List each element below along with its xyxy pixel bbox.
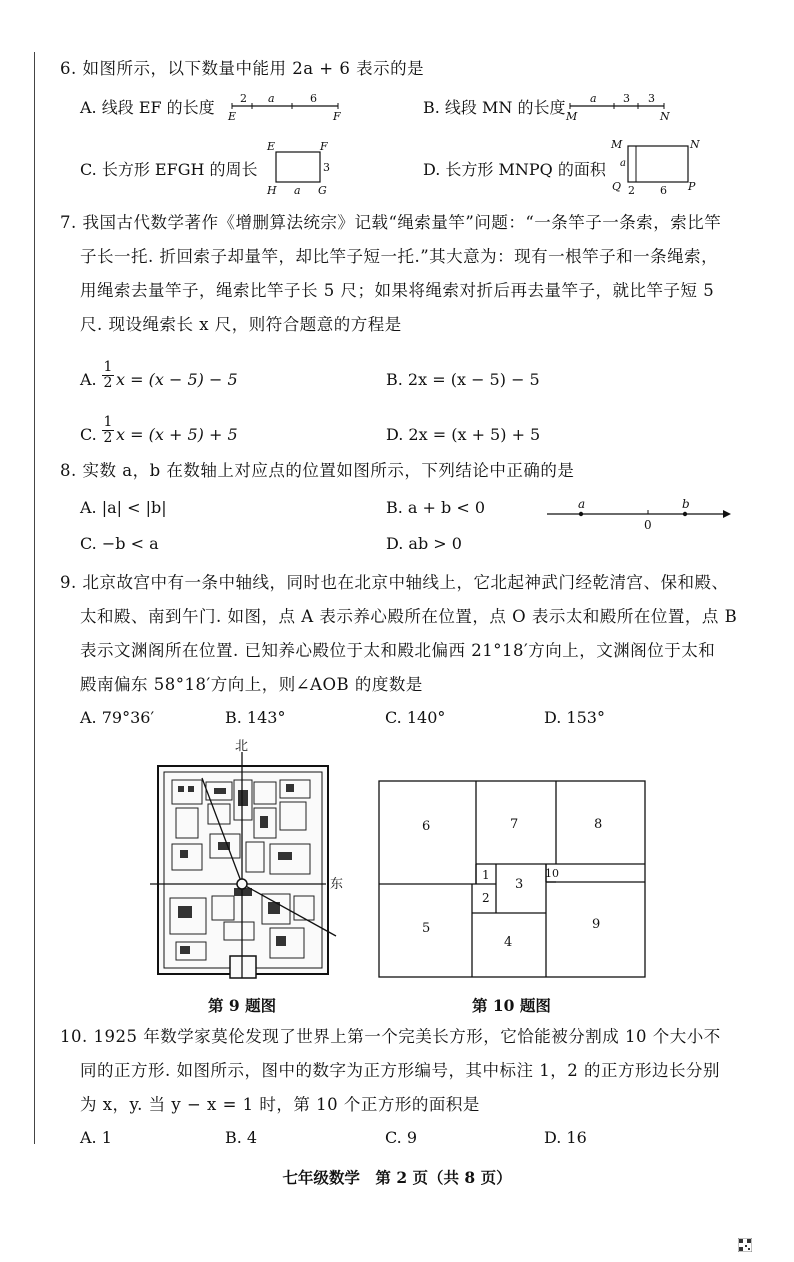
q6c-corner-e: E: [267, 140, 276, 153]
q6a-seg-label-3: 6: [310, 92, 317, 105]
q7c-denominator: 2: [103, 430, 113, 446]
q9-option-d: D. 153°: [544, 708, 605, 727]
q7c-label: C.: [80, 425, 97, 444]
binding-margin-line: [34, 52, 35, 1144]
q6-segment-mn-figure: [564, 90, 674, 124]
q6d-corner-q: Q: [612, 180, 622, 193]
q8-point-b-label: b: [682, 497, 690, 511]
square-4: 4: [504, 935, 513, 950]
q6a-end-e: E: [228, 110, 237, 123]
square-3: 3: [515, 877, 524, 892]
q9-palace-map-figure: [150, 738, 350, 982]
q6c-side-a: a: [294, 184, 301, 197]
q6c-corner-h: H: [267, 184, 277, 197]
square-7: 7: [510, 817, 519, 832]
q6d-bottom-6: 6: [660, 184, 667, 197]
q6b-seg-label-3: 3: [648, 92, 655, 105]
q6b-end-m: M: [566, 110, 578, 123]
q9-line-4: 殿南偏东 58°18′方向上，则∠AOB 的度数是: [80, 675, 423, 694]
q6-segment-ef-figure: [226, 90, 346, 124]
q7a-fraction: [102, 360, 114, 391]
q10-figure-caption: 第 10 题图: [472, 996, 551, 1015]
q7-line-2: 子长一托. 折回索子却量竿，却比竿子短一托.”其大意为：现有一根竿子和一条绳索，: [80, 247, 719, 266]
square-9: 9: [592, 917, 601, 932]
q6b-end-n: N: [660, 110, 670, 123]
q7c-numerator: 1: [103, 414, 113, 430]
q7a-rest: x = (x − 5) − 5: [116, 370, 238, 389]
q6d-side-a: a: [620, 158, 626, 169]
square-8: 8: [594, 817, 603, 832]
page-footer: 七年级数学 第 2 页（共 8 页）: [282, 1168, 512, 1187]
q6-rect-mnpq-figure: [608, 134, 708, 198]
q10-line-3: 为 x，y. 当 y − x = 1 时，第 10 个正方形的面积是: [80, 1095, 480, 1114]
q9-map-east-label: 东: [330, 877, 344, 892]
q7-line-3: 用绳索去量竿子，绳索比竿子长 5 尺；如果将绳索对折后再去量竿子，就比竿子短 5: [80, 281, 715, 300]
q9-option-c: C. 140°: [385, 708, 446, 727]
q8-number-line: [545, 496, 735, 532]
q10-option-b: B. 4: [225, 1128, 258, 1147]
q6-option-d: D. 长方形 MNPQ 的面积: [423, 160, 606, 179]
q6c-side-3: 3: [323, 161, 330, 174]
q10-option-a: A. 1: [80, 1128, 112, 1147]
q9-line-1: 9. 北京故宫中有一条中轴线，同时也在北京中轴线上，它北起神武门经乾清宫、保和殿、: [60, 573, 729, 592]
q7-option-b: B. 2x = (x − 5) − 5: [386, 370, 540, 389]
q6c-corner-f: F: [320, 140, 328, 153]
q9-line-3: 表示文渊阁所在位置. 已知养心殿位于太和殿北偏西 21°18′方向上，文渊阁位于太和: [80, 641, 716, 660]
q8-point-a-label: a: [578, 497, 586, 511]
q7a-label: A.: [80, 370, 97, 389]
q6-option-c: C. 长方形 EFGH 的周长: [80, 160, 258, 179]
square-1: 1: [482, 868, 490, 882]
q6b-seg-label-2: 3: [623, 92, 630, 105]
square-5: 5: [422, 921, 431, 936]
q7a-denominator: 2: [103, 375, 113, 391]
q10-squared-rectangle-figure: [378, 780, 648, 980]
q10-line-2: 同的正方形. 如图所示，图中的数字为正方形编号，其中标注 1，2 的正方形边长分别: [80, 1061, 720, 1080]
q6a-seg-label-2: a: [268, 92, 275, 105]
q8-option-b: B. a + b < 0: [386, 498, 486, 517]
square-10: 10: [545, 867, 559, 880]
q7-line-1: 7. 我国古代数学著作《增删算法统宗》记载“绳索量竿”问题：“一条竿子一条索，索比竿: [60, 213, 722, 232]
q10-line-1: 10. 1925 年数学家莫伦发现了世界上第一个完美长方形，它恰能被分割成 10 个大小不: [60, 1027, 721, 1046]
q9-option-b: B. 143°: [225, 708, 286, 727]
q8-zero-label: 0: [644, 518, 652, 532]
q6b-seg-label-1: a: [590, 92, 597, 105]
q6d-corner-m: M: [611, 138, 623, 151]
q9-line-2: 太和殿、南到午门. 如图，点 A 表示养心殿所在位置，点 O 表示太和殿所在位置，点 B: [80, 607, 738, 626]
q6a-seg-label-1: 2: [240, 92, 247, 105]
q7-line-4: 尺. 现设绳索长 x 尺，则符合题意的方程是: [80, 315, 402, 334]
q6-option-a: A. 线段 EF 的长度: [80, 98, 215, 117]
square-6: 6: [422, 819, 431, 834]
qr-watermark-icon: [738, 1238, 752, 1252]
square-2: 2: [482, 891, 490, 905]
q9-map-north-label: 北: [235, 739, 249, 754]
q6d-corner-n: N: [690, 138, 700, 151]
q7c-fraction: [102, 415, 114, 446]
q8-stem: 8. 实数 a，b 在数轴上对应点的位置如图所示，下列结论中正确的是: [60, 461, 575, 480]
q6d-bottom-2: 2: [628, 184, 635, 197]
q10-option-d: D. 16: [544, 1128, 587, 1147]
q6c-corner-g: G: [318, 184, 327, 197]
q6a-end-f: F: [333, 110, 341, 123]
q9-option-a: A. 79°36′: [80, 708, 155, 727]
q8-option-c: C. −b < a: [80, 534, 159, 553]
q8-option-d: D. ab > 0: [386, 534, 462, 553]
q7c-rest: x = (x + 5) + 5: [116, 425, 238, 444]
q8-option-a: A. |a| < |b|: [80, 498, 167, 517]
q7-option-d: D. 2x = (x + 5) + 5: [386, 425, 541, 444]
q6d-corner-p: P: [688, 180, 696, 193]
q10-option-c: C. 9: [385, 1128, 418, 1147]
q9-figure-caption: 第 9 题图: [208, 996, 277, 1015]
q6-stem: 6. 如图所示，以下数量中能用 2a + 6 表示的是: [60, 59, 425, 78]
q7a-numerator: 1: [103, 359, 113, 375]
q6-option-b: B. 线段 MN 的长度: [423, 98, 566, 117]
q6-rect-efgh-figure: [264, 138, 344, 198]
